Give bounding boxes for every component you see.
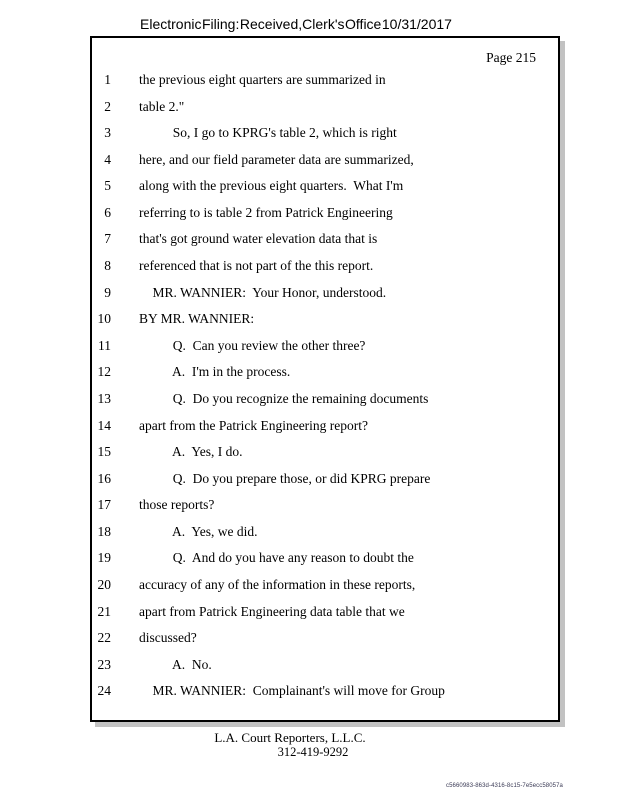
transcript-line — [92, 545, 558, 572]
transcript-body — [92, 67, 558, 705]
transcript-line — [92, 147, 558, 174]
transcript-line — [92, 572, 558, 599]
stamp-date: 10/31/2017 — [381, 16, 452, 32]
line-number: 16 — [97, 470, 111, 486]
line-number: 10 — [97, 311, 111, 327]
stamp-word-electronic: Electronic — [140, 16, 202, 32]
transcript-line — [92, 678, 558, 705]
line-number: 6 — [104, 204, 111, 220]
line-number: 15 — [97, 444, 111, 460]
transcript-line — [92, 173, 558, 200]
line-number: 14 — [97, 417, 111, 433]
transcript-line — [92, 253, 558, 280]
line-text: Q. Do you prepare those, or did KPRG prepare — [139, 470, 431, 486]
line-number: 13 — [97, 390, 111, 406]
transcript-line — [92, 439, 558, 466]
transcript-line — [92, 413, 558, 440]
transcript-line — [92, 306, 558, 333]
court-reporter-name: L.A. Court Reporters, L.L.C. — [214, 730, 366, 745]
filing-document-id: c5660983-863d-4316-8c15-7e5ecc58057a — [445, 783, 563, 789]
line-number: 19 — [97, 550, 111, 566]
line-number: 21 — [97, 603, 111, 619]
transcript-line — [92, 519, 558, 546]
line-number: 24 — [97, 683, 111, 699]
transcript-line — [92, 94, 558, 121]
transcript-line — [92, 359, 558, 386]
line-text: referenced that is not part of the this report. — [139, 258, 374, 274]
line-number: 18 — [97, 523, 111, 539]
line-text: discussed? — [139, 630, 197, 646]
line-text: apart from Patrick Engineering data table that we — [139, 603, 405, 619]
line-text: table 2." — [139, 98, 185, 114]
line-number: 2 — [104, 98, 111, 114]
line-text: A. Yes, we did. — [139, 523, 258, 539]
line-number: 7 — [104, 231, 111, 247]
line-text: So, I go to KPRG's table 2, which is right — [139, 125, 397, 141]
line-text: along with the previous eight quarters. What I'm — [139, 178, 404, 194]
transcript-line — [92, 333, 558, 360]
line-number: 22 — [97, 630, 111, 646]
line-text: A. I'm in the process. — [139, 364, 291, 380]
transcript-line — [92, 120, 558, 147]
transcript-line — [92, 226, 558, 253]
line-number: 3 — [104, 125, 111, 141]
line-text: referring to is table 2 from Patrick Engineering — [139, 204, 393, 220]
efiling-stamp — [140, 16, 452, 32]
stamp-word-received-clerks: Received,Clerk's — [239, 16, 345, 32]
page-sheet — [90, 36, 560, 722]
line-text: Q. And do you have any reason to doubt the — [139, 550, 414, 566]
transcript-line — [92, 625, 558, 652]
line-number: 17 — [97, 497, 111, 513]
line-text: A. Yes, I do. — [139, 444, 243, 460]
line-text: accuracy of any of the information in these reports, — [139, 576, 416, 592]
line-text: the previous eight quarters are summarized in — [139, 72, 386, 87]
line-text: A. No. — [139, 656, 212, 672]
line-text: apart from the Patrick Engineering report? — [139, 417, 369, 433]
line-text: those reports? — [139, 497, 215, 513]
transcript-line — [92, 652, 558, 679]
page-number-label: Page 215 — [486, 50, 536, 65]
line-text: Q. Do you recognize the remaining documents — [139, 390, 429, 406]
line-number: 9 — [104, 284, 111, 300]
transcript-line — [92, 599, 558, 626]
transcript-line — [92, 67, 558, 94]
line-number: 8 — [104, 258, 111, 274]
line-number: 1 — [104, 72, 111, 87]
line-number: 5 — [104, 178, 111, 194]
transcript-line — [92, 466, 558, 493]
line-number: 12 — [97, 364, 111, 380]
line-text: that's got ground water elevation data that is — [139, 231, 378, 247]
line-number: 23 — [97, 656, 111, 672]
stamp-word-filing: Filing: — [202, 16, 240, 32]
line-text: BY MR. WANNIER: — [139, 311, 255, 327]
line-number: 20 — [97, 576, 111, 592]
stamp-word-office: Office — [345, 16, 382, 32]
transcript-line — [92, 280, 558, 307]
line-text: MR. WANNIER: Complainant's will move for Group — [139, 683, 445, 699]
line-number: 11 — [98, 337, 111, 353]
transcript-line — [92, 492, 558, 519]
transcript-line — [92, 200, 558, 227]
line-text: MR. WANNIER: Your Honor, understood. — [139, 284, 387, 300]
transcript-line — [92, 386, 558, 413]
line-text: here, and our field parameter data are summarized, — [139, 151, 414, 167]
court-reporter-phone: 312-419-9292 — [277, 745, 349, 759]
line-number: 4 — [104, 151, 111, 167]
line-text: Q. Can you review the other three? — [139, 337, 366, 353]
